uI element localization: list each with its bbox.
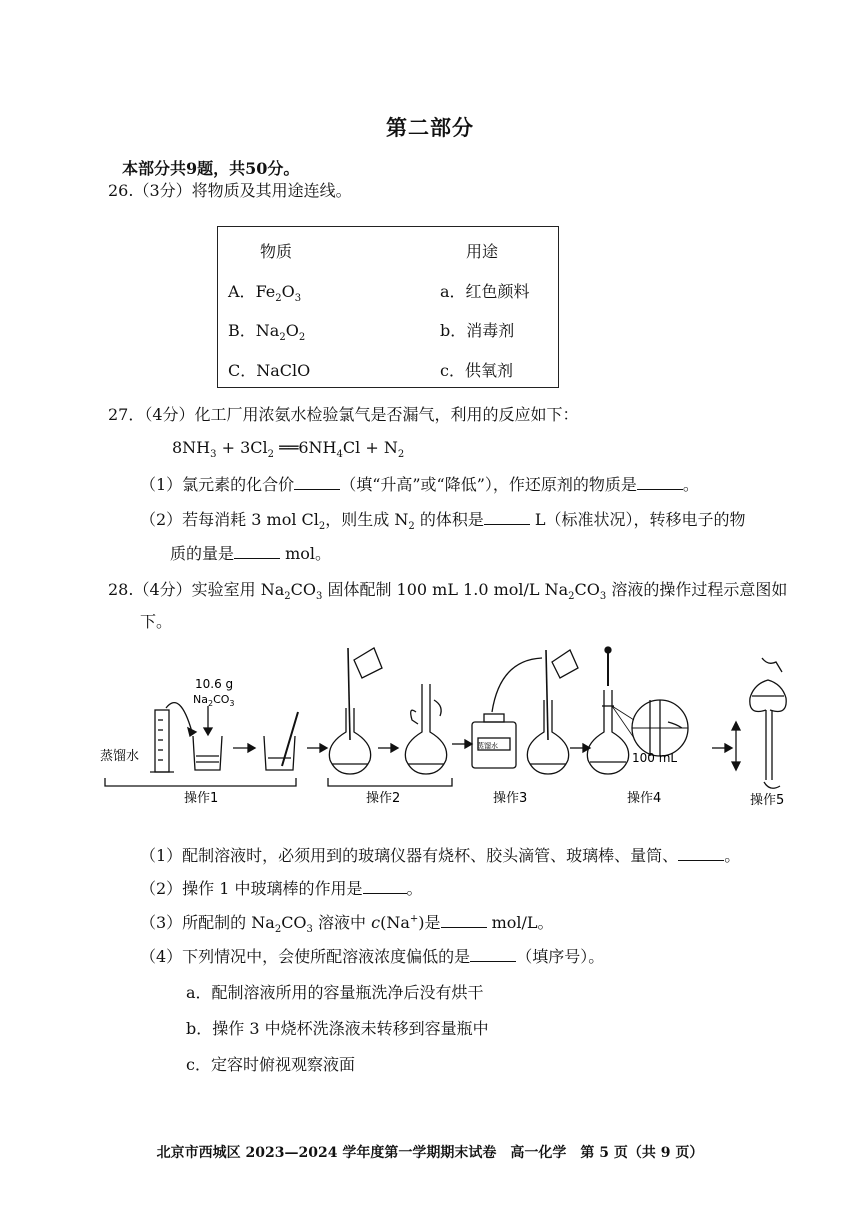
bottle-label: 蒸馏水: [477, 742, 498, 750]
answer-blank[interactable]: [441, 913, 487, 928]
answer-blank[interactable]: [484, 510, 530, 525]
section-intro: 本部分共9题，共50分。: [122, 159, 300, 178]
part-title: 第二部分: [386, 115, 474, 140]
q26-stem: 26.（3分）将物质及其用途连线。: [108, 181, 352, 200]
answer-blank[interactable]: [678, 846, 724, 861]
graduated-cylinder-icon: [150, 710, 174, 772]
q28-stem-cont: 下。: [140, 612, 173, 631]
substance-a: A．$Fe_2O_3$: [228, 282, 302, 305]
beaker-stir-icon: [264, 712, 298, 770]
q28-part2: （2）操作 1 中玻璃棒的作用是 。: [140, 879, 423, 898]
water-label: 蒸馏水: [100, 749, 140, 764]
q28-option-c: c．定容时俯视观察液面: [186, 1055, 355, 1074]
op-label-4: 操作4: [627, 791, 662, 806]
use-c: c．供氧剂: [440, 361, 513, 380]
reagent-label: $Na_2CO_3$: [193, 693, 235, 708]
answer-blank[interactable]: [363, 879, 407, 894]
op-label-1: 操作1: [184, 791, 219, 806]
op-label-2: 操作2: [366, 791, 401, 806]
use-a: a．红色颜料: [440, 282, 530, 301]
answer-blank[interactable]: [470, 947, 516, 962]
op-label-5: 操作5: [750, 793, 785, 808]
q28-option-b: b．操作 3 中烧杯洗涤液未转移到容量瓶中: [186, 1019, 489, 1038]
volumetric-flask-icon: [527, 650, 578, 774]
q28-part1: （1）配制溶液时，必须用到的玻璃仪器有烧杯、胶头滴管、玻璃棒、量筒、 。: [140, 846, 741, 865]
q26-matching-table: [217, 226, 559, 388]
answer-blank[interactable]: [294, 475, 340, 490]
page-footer: 北京市西城区 2023—2024 学年度第一学期期末试卷 高一化学 第 5 页（共 9 页）: [156, 1145, 704, 1161]
q27-part2: （2）若每消耗 3 mol $Cl_2$，则生成 $N_2$ 的体积是 L（标准状况），转移电子的物: [140, 510, 746, 533]
answer-blank[interactable]: [637, 475, 683, 490]
op-label-3: 操作3: [493, 791, 528, 806]
inverting-flask-icon: [732, 658, 786, 788]
volume-label: 100 mL: [632, 751, 678, 765]
volumetric-flask-icon: [587, 647, 628, 774]
col-use-header: 用途: [466, 242, 499, 261]
volumetric-flask-icon: [405, 684, 446, 774]
procedure-figure: [100, 640, 800, 815]
q28-part3: （3）所配制的 $Na_2CO_3$ 溶液中 c(Na+)是 mol/L。: [140, 913, 554, 936]
q27-part1: （1）氯元素的化合价 （填“升高”或“降低”），作还原剂的物质是 。: [140, 475, 699, 494]
wash-bottle-icon: [472, 714, 516, 768]
beaker-icon: [193, 736, 222, 770]
q28-part4: （4）下列情况中，会使所配溶液浓度偏低的是 （填序号）。: [140, 947, 605, 966]
col-substance-header: 物质: [260, 242, 293, 261]
answer-blank[interactable]: [234, 544, 280, 559]
q28-option-a: a．配制溶液所用的容量瓶洗净后没有烘干: [186, 983, 484, 1002]
q27-stem: 27．（4分）化工厂用浓氨水检验氯气是否漏气，利用的反应如下：: [108, 405, 579, 424]
volumetric-flask-icon: [329, 648, 382, 774]
q28-stem: 28.（4分）实验室用 $Na_2CO_3$ 固体配制 100 mL 1.0 mol/L $Na_2CO_3$ 溶液的操作过程示意图如: [108, 580, 788, 603]
mass-label: 10.6 g: [195, 677, 234, 691]
use-b: b．消毒剂: [440, 321, 515, 340]
magnifier-icon: [612, 700, 688, 756]
substance-b: B．$Na_2O_2$: [228, 321, 306, 344]
q27-part2-cont: 质的量是 mol。: [170, 544, 332, 563]
substance-c: C．NaClO: [228, 361, 311, 380]
q27-equation: $8NH_3 + 3Cl_2$ $══6NH_4Cl + N_2$: [172, 438, 405, 461]
